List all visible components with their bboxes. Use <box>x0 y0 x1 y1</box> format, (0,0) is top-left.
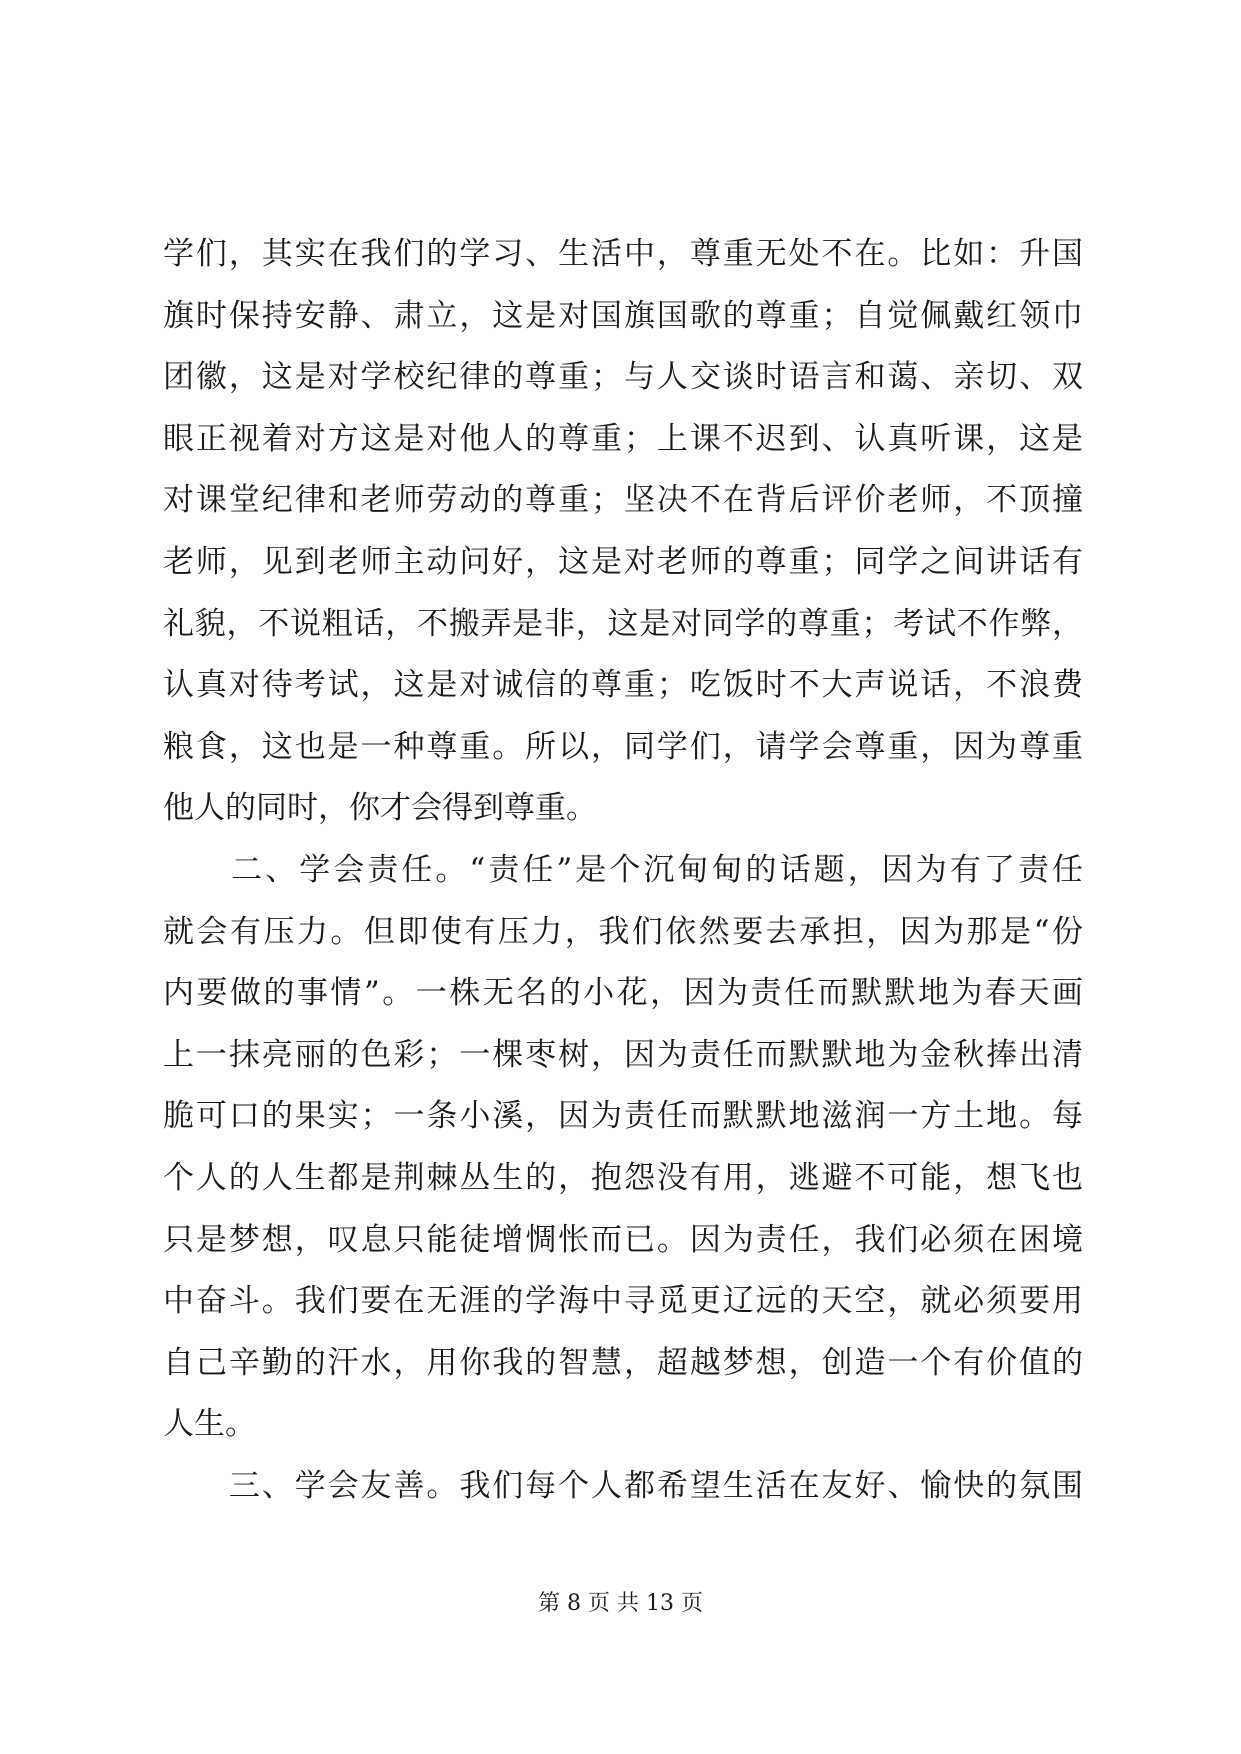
text-line: 脆可口的果实；一条小溪，因为责任而默默地滋润一方土地。每 <box>163 1098 1083 1135</box>
text-line: 自己辛勤的汗水，用你我的智慧，超越梦想，创造一个有价值的 <box>163 1344 1083 1381</box>
text-line: 团徽，这是对学校纪律的尊重；与人交谈时语言和蔼、亲切、双 <box>163 359 1083 396</box>
text-line: 二、学会责任。“责任”是个沉甸甸的话题，因为有了责任 <box>163 851 1083 888</box>
text-line: 老师，见到老师主动问好，这是对老师的尊重；同学之间讲话有 <box>163 543 1083 580</box>
text-line: 学们，其实在我们的学习、生活中，尊重无处不在。比如：升国 <box>163 236 1083 272</box>
text-line: 个人的人生都是荆棘丛生的，抱怨没有用，逃避不可能，想飞也 <box>163 1159 1083 1196</box>
document-body <box>163 224 1083 1517</box>
text-line: 三、学会友善。我们每个人都希望生活在友好、愉快的氛围 <box>163 1467 1083 1504</box>
text-line: 对课堂纪律和老师劳动的尊重；坚决不在背后评价老师，不顶撞 <box>163 482 1083 519</box>
text-line: 中奋斗。我们要在无涯的学海中寻觅更辽远的天空，就必须要用 <box>163 1283 1083 1320</box>
text-line: 他人的同时，你才会得到尊重。 <box>163 790 597 827</box>
text-line: 认真对待考试，这是对诚信的尊重；吃饭时不大声说话，不浪费 <box>163 667 1083 704</box>
text-line: 内要做的事情”。一株无名的小花，因为责任而默默地为春天画 <box>163 975 1083 1012</box>
text-line: 上一抹亮丽的色彩；一棵枣树，因为责任而默默地为金秋捧出清 <box>163 1036 1083 1073</box>
text-line: 旗时保持安静、肃立，这是对国旗国歌的尊重；自觉佩戴红领巾 <box>163 297 1083 334</box>
text-line: 礼貌，不说粗话，不搬弄是非，这是对同学的尊重；考试不作弊， <box>163 605 1083 642</box>
text-line: 粮食，这也是一种尊重。所以，同学们，请学会尊重，因为尊重 <box>163 728 1083 765</box>
text-line: 就会有压力。但即使有压力，我们依然要去承担，因为那是“份 <box>163 913 1083 950</box>
text-line: 只是梦想，叹息只能徒增惆怅而已。因为责任，我们必须在困境 <box>163 1221 1083 1258</box>
text-line: 人生。 <box>163 1406 256 1443</box>
text-line: 眼正视着对方这是对他人的尊重；上课不迟到、认真听课，这是 <box>163 420 1083 457</box>
page-footer: 第 8 页 共 13 页 <box>538 1591 703 1616</box>
